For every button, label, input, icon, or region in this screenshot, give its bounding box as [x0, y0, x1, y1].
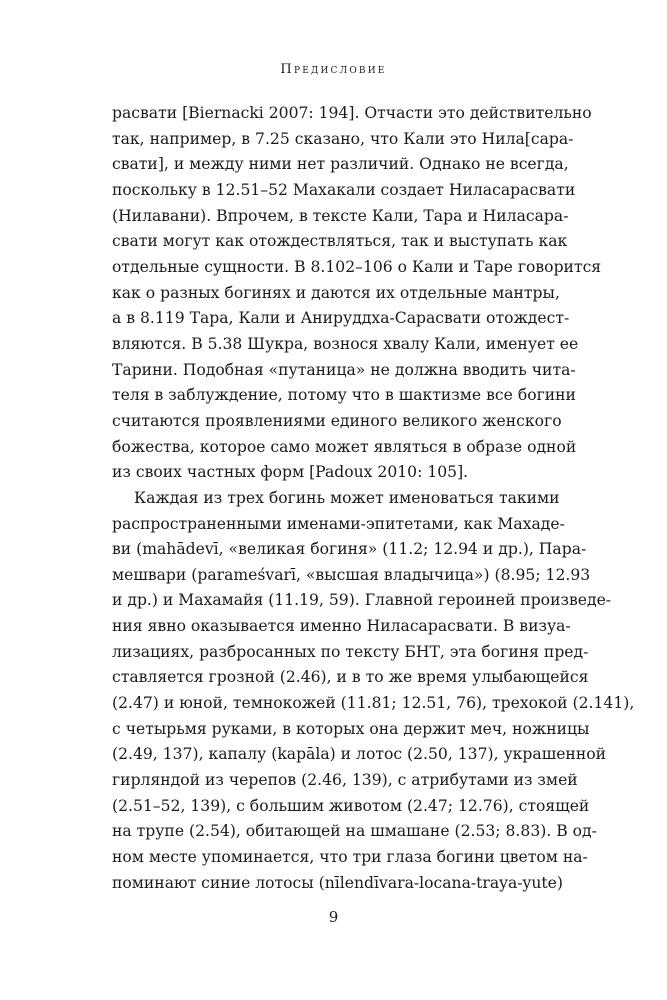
text-line: ставляется грозной (2.46), и в то же время улыбающейся [112, 668, 589, 687]
text-line: божества, которое само может являться в образе одной [112, 437, 577, 456]
body-text [112, 101, 635, 896]
text-line: а в 8.119 Тара, Кали и Анируддха-Сарасвати отождест- [112, 309, 570, 328]
running-header: Предисловие [280, 62, 387, 77]
text-line: поминают синие лотосы (nīlendīvara-locana-traya-yute) [112, 873, 563, 892]
page-number: 9 [328, 908, 339, 926]
text-line: свати могут как отождествляться, так и выступать как [112, 232, 568, 251]
text-line: расвати [Biernacki 2007: 194]. Отчасти это действительно [112, 104, 592, 122]
text-line: ви (mahādevī, «великая богиня» (11.2; 12.94 и др.), Пара- [112, 540, 587, 559]
text-line: (2.47) и юной, темнокожей (11.81; 12.51, 76), трехокой (2.141), [112, 694, 635, 713]
text-line: Каждая из трех богинь может именоваться такими [134, 488, 560, 507]
text-line: ном месте упоминается, что три глаза богини цветом на- [112, 848, 588, 867]
text-line: (2.49, 137), капалу (kapāla) и лотос (2.50, 137), украшенной [112, 745, 607, 764]
text-line: поскольку в 12.51–52 Махакали создает Ниласарасвати [112, 180, 576, 199]
text-line: с четырьмя руками, в которых она держит меч, ножницы [112, 719, 590, 738]
text-line: распространенными именами-эпитетами, как Махаде- [112, 514, 565, 533]
text-line: отдельные сущности. В 8.102–106 о Кали и Таре говорится [112, 257, 602, 276]
paragraph-1 [112, 101, 602, 486]
text-line: свати], и между ними нет различий. Однако не всегда, [112, 155, 569, 174]
text-line: как о разных богинях и даются их отдельные мантры, [112, 283, 560, 302]
text-line: теля в заблуждение, потому что в шактизме все богини [112, 386, 576, 405]
text-line: Тарини. Подобная «путаница» не должна вводить чита- [112, 360, 576, 379]
text-line: и др.) и Махамайя (11.19, 59). Главной героиней произведе- [112, 591, 612, 610]
text-line: мешвари (parameśvarī, «высшая владычица») (8.95; 12.93 [112, 565, 591, 584]
text-line: гирляндой из черепов (2.46, 139), с атрибутами из змей [112, 771, 578, 790]
paragraph-2 [112, 486, 635, 897]
text-line: из своих частных форм [Padoux 2010: 105]. [112, 463, 469, 482]
text-line: так, например, в 7.25 сказано, что Кали это Нила[сара- [112, 129, 574, 148]
text-line: ния явно оказывается именно Ниласарасвати. В визуа- [112, 617, 571, 636]
text-line: вляются. В 5.38 Шукра, вознося хвалу Кали, именует ее [112, 334, 579, 353]
text-line: (2.51–52, 139), с большим животом (2.47; 12.76), стоящей [112, 796, 590, 815]
text-line: считаются проявлениями единого великого женского [112, 411, 562, 430]
text-line: лизациях, разбросанных по тексту БНТ, эта богиня пред- [112, 642, 589, 661]
text-line: на трупе (2.54), обитающей на шмашане (2.53; 8.83). В од- [112, 822, 597, 841]
text-line: (Нилавани). Впрочем, в тексте Кали, Тара и Ниласара- [112, 206, 569, 225]
